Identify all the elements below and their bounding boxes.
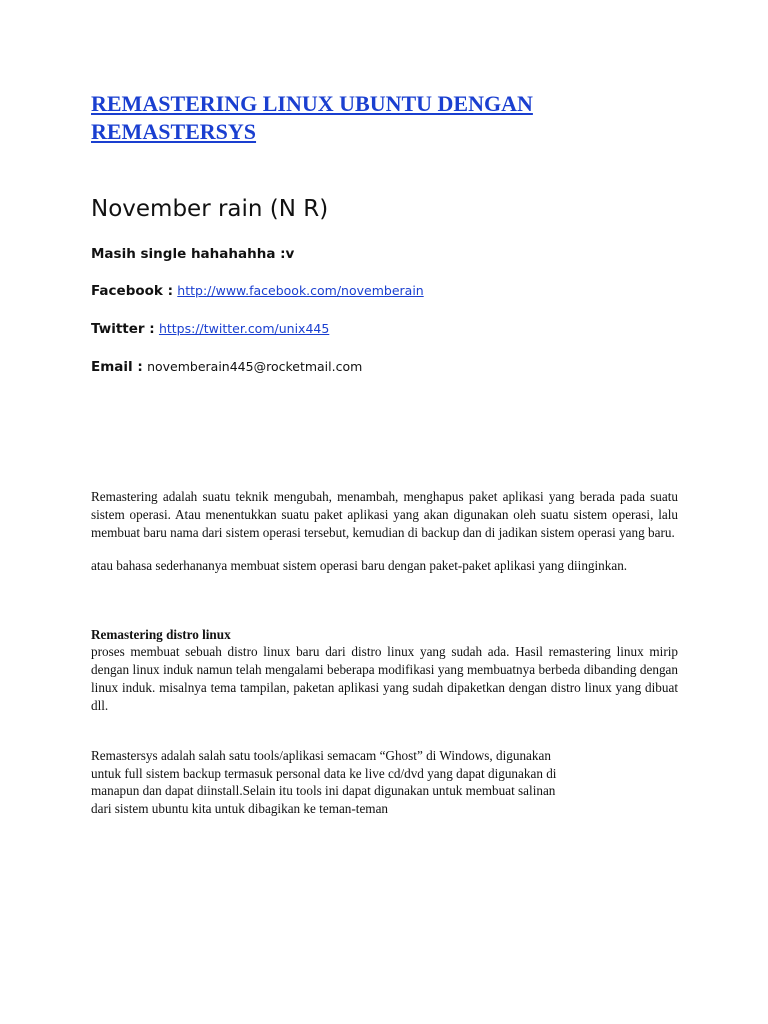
email-label: Email :: [91, 359, 143, 375]
title-line-2[interactable]: REMASTERSYS: [91, 119, 257, 144]
tagline: [91, 244, 294, 264]
tagline-text: Masih single hahahahha :v: [91, 246, 295, 262]
facebook-link[interactable]: http://www.facebook.com/novemberain: [177, 283, 424, 298]
paragraph-simple-definition: atau bahasa sederhananya membuat sistem operasi baru dengan paket-paket aplikasi yang diinginkan.: [91, 558, 628, 573]
twitter-label: Twitter :: [91, 321, 155, 337]
paragraph-remastersys-line-2: untuk full sistem backup termasuk personal data ke live cd/dvd yang dapat digunakan di: [91, 765, 557, 781]
author-name: November rain (N R): [91, 196, 329, 222]
paragraph-remastering-definition: Remastering adalah suatu teknik mengubah, menambah, menghapus paket aplikasi yang berada pada suatu sistem operasi. Atau menentukkan suatu paket aplikasi yang akan digunakan oleh suatu sistem operasi, lalu membuat baru nama dari sistem operasi tersebut, kemudian di backup dan di jadikan sistem operasi yang baru.: [91, 489, 678, 540]
paragraph-remastersys-line-1: Remastersys adalah salah satu tools/aplikasi semacam “Ghost” di Windows, digunakan: [91, 748, 551, 763]
section-heading: Remastering distro linux: [91, 627, 231, 642]
title-line-1[interactable]: REMASTERING LINUX UBUNTU DENGAN: [91, 91, 533, 116]
document-title[interactable]: [91, 90, 691, 146]
facebook-row: [91, 281, 424, 301]
twitter-row: [91, 319, 329, 339]
twitter-link[interactable]: https://twitter.com/unix445: [158, 321, 330, 336]
paragraph-remastersys-line-3: manapun dan dapat diinstall.Selain itu tools ini dapat digunakan untuk membuat salinan: [91, 783, 556, 798]
paragraph-remastersys: [91, 747, 651, 817]
email-value: novemberain445@rocketmail.com: [147, 359, 363, 374]
paragraph-distro-remastering: proses membuat sebuah distro linux baru dari distro linux yang sudah ada. Hasil remastering linux mirip dengan linux induk namun telah mengalami beberapa modifikasi yang membuatnya berbeda dibanding dengan linux induk. misalnya tema tampilan, paketan aplikasi yang sudah dipaketkan dengan distro linux yang dibuat dll.: [91, 644, 678, 713]
facebook-label: Facebook :: [91, 283, 173, 299]
email-row: [91, 357, 362, 377]
paragraph-remastersys-line-4: dari sistem ubuntu kita untuk dibagikan ke teman-teman: [91, 800, 389, 816]
